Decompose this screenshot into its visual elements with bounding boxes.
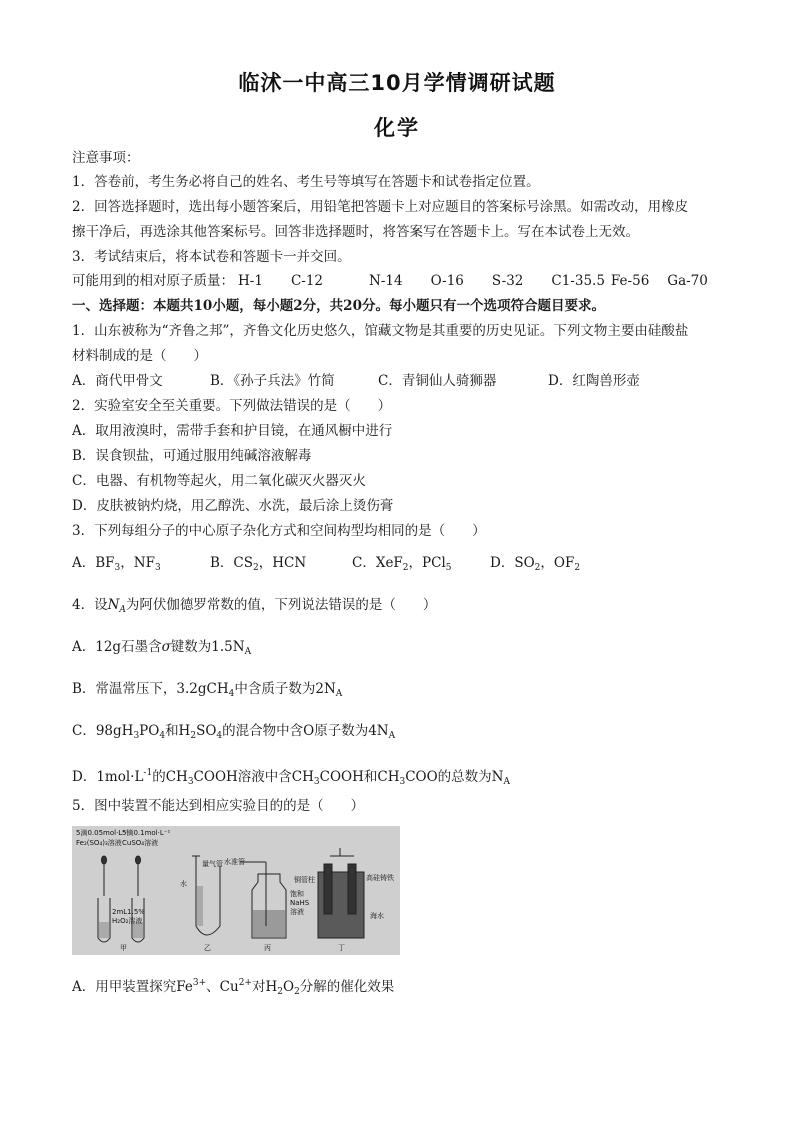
mass-o: O-16 (430, 273, 464, 289)
label-cu-solution: CuSO₄溶液 (122, 839, 159, 847)
apparatus-jia (98, 856, 144, 942)
label-bing: 丙 (264, 944, 271, 952)
section-1-heading: 一、选择题：本题共10小题，每小题2分，共20分。每小题只有一个选项符合题目要求。 (72, 298, 605, 314)
q4-stem: 4．设$N_A$为阿伏伽德罗常数的值，下列说法错误的是（ ） (72, 597, 437, 615)
atomic-masses (72, 272, 732, 290)
q2-stem: 2．实验室安全至关重要。下列做法错误的是（ ） (72, 398, 392, 414)
q2-option-d: D．皮肤被钠灼烧，用乙醇洗、水洗，最后涂上烫伤膏 (72, 498, 394, 514)
label-nahs-a: 饱和 (290, 890, 304, 898)
label-fe-solution: Fe₂(SO₄)₃溶液 (76, 839, 122, 847)
q1-option-d: D．红陶兽形壶 (548, 373, 640, 389)
q4-option-a: A．12g石墨含σ键数为$1.5N_A$ (72, 639, 252, 657)
subject-title: 化学 (374, 116, 420, 140)
q3-stem: 3．下列每组分子的中心原子杂化方式和空间构型均相同的是（ ） (72, 523, 486, 539)
label-nahs-c: 溶液 (290, 908, 304, 916)
label-seawater: 海水 (370, 912, 384, 920)
mass-cl: C1-35.5 (551, 273, 605, 289)
apparatus-figure (72, 826, 400, 955)
label-copper: 铜管柱 (294, 876, 315, 884)
notes-item-2a: 2．回答选择题时，选出每小题答案后，用铅笔把答题卡上对应题目的答案标号涂黑。如需改动，用橡皮 (72, 199, 689, 215)
mass-c: C-12 (290, 273, 324, 289)
apparatus-ding (318, 848, 364, 938)
label-yi: 乙 (204, 944, 211, 952)
notes-item-2b: 擦干净后，再选涂其他答案标号。回答非选择题时，将答案写在答题卡上。写在本试卷上无效。 (72, 224, 639, 240)
q4-option-b: B．常温常压下，3.2gCH$_4$中含质子数为$2N_A$ (72, 681, 343, 699)
label-water-tube: 水准管 (224, 858, 245, 866)
q1-stem-b: 材料制成的是（ ） (72, 348, 207, 364)
q5-stem: 5．图中装置不能达到相应实验目的的是（ ） (72, 798, 365, 814)
apparatus-drawing (72, 826, 400, 955)
page-title: 临沭一中高三10月学情调研试题 (238, 71, 556, 95)
q2-option-b: B．误食钡盐，可通过服用纯碱溶液解毒 (72, 448, 312, 464)
notes-heading: 注意事项： (72, 150, 140, 166)
label-iron: 高硅铸铁 (366, 874, 394, 882)
q5-option-a: A．用甲装置探究$Fe^{3+}$、$Cu^{2+}$对$H_2O_2$分解的催化效果 (72, 978, 395, 997)
label-nahs-b: NaHS (290, 899, 310, 907)
label-fe-drops: 5滴0.05mol·L⁻¹ (76, 829, 129, 837)
q4-option-d: D．$1mol\cdot L^{-1}$的$CH_3COOH$溶液中含$CH_3COOH$和$CH_3COO$的总数为$N_A$ (72, 768, 510, 787)
exam-page: 临沭一中高三10月学情调研试题 化学 注意事项： 1．答卷前，考生务必将自己的姓名、考生号等填写在答题卡和试卷指定位置。 2．回答选择题时，选出每小题答案后，用铅笔把答题卡上对应题目的答案标号涂黑。如需改动，用橡皮 擦干净后，再选涂其他答案标号。回答非选择题时，将答案写在答题卡上。写在本试卷上无效。 3．考试结束后，将本试卷和答题卡一并交回。 可能用到的相对原子质量： H-1 C-12 N-14 O-16 S-32 C1-35.5 Fe-56 Ga-70 一、选择题：本题共10小题，每小题2分，共20分。每小题只有一个选项符合题目要求。 1．山东被称为“齐鲁之邦”，齐鲁文化历史悠久，馆藏文物是其重要的历史见证。下列文物主要由硅酸盐 材料制成的是（ ） A．商代甲骨文 B．《孙子兵法》竹简 C．青铜仙人骑狮器 D．红陶兽形壶 2．实验室安全至关重要。下列做法错误的是（ ） A．取用液溴时，需带手套和护目镜，在通风橱中进行 B．误食钡盐，可通过服用纯碱溶液解毒 C．电器、有机物等起火，用二氧化碳灭火器灭火 D．皮肤被钠灼烧，用乙醇洗、水洗，最后涂上烫伤膏 3．下列每组分子的中心原子杂化方式和空间构型均相同的是（ ） A．$BF_3$，$NF_3$ B．$CS_2$，HCN C．XeF$_2$，PCl$_5$ D．$SO_2$，$OF_2$ 4．设$N_A$为阿伏伽德罗常数的值，下列说法错误的是（ ） A．12g石墨含σ键数为$1.5N_A$ B．常温常压下，3.2gCH$_4$中含质子数为$2N_A$ C．$98gH_3PO_4$和$H_2SO_4$的混合物中含O原子数为$4N_A$ D．$1mol\cdot L^{-1}$的$CH_3COOH$溶液中含$CH_3COOH$和$CH_3COO$的总数为$N_A$ 5．图中装置不能达到相应实验目的的是（ ） 5滴0.05mol·L⁻¹ Fe₂(SO₄)₃溶液 5滴0.1mol·L⁻¹ CuSO₄溶液 2mL1.5% H₂O₂溶液 甲 水 量气管 水准管 乙 饱和 NaHS 溶液 丙 铜管柱 高硅铸铁 海水 丁 A．用甲装置探究$Fe^{3+}$、$Cu^{2+}$对$H_2O_2$分解的催化效果 (0, 0, 794, 1123)
q2-option-a: A．取用液溴时，需带手套和护目镜，在通风橱中进行 (72, 423, 393, 439)
label-water: 水 (180, 880, 187, 888)
apparatus-bing (240, 862, 286, 938)
q4-option-c: C．$98gH_3PO_4$和$H_2SO_4$的混合物中含O原子数为$4N_A$ (72, 723, 396, 741)
q1-option-b: B．《孙子兵法》竹简 (210, 373, 335, 389)
label-ding: 丁 (338, 944, 345, 952)
label-cu-drops: 5滴0.1mol·L⁻¹ (122, 829, 171, 837)
mass-fe: Fe-56 (610, 273, 650, 289)
q1-option-c: C．青铜仙人骑狮器 (378, 373, 497, 389)
mass-ga: Ga-70 (667, 273, 708, 289)
mass-h: H-1 (238, 273, 263, 289)
q2-option-c: C．电器、有机物等起火，用二氧化碳灭火器灭火 (72, 473, 366, 489)
mass-n: N-14 (369, 273, 403, 289)
notes-item-3: 3．考试结束后，将本试卷和答题卡一并交回。 (72, 249, 351, 265)
label-gas-tube: 量气管 (202, 860, 223, 868)
label-h2o2-a: 2mL1.5% (112, 908, 145, 916)
mass-s: S-32 (491, 273, 524, 289)
notes-item-1: 1．答卷前，考生务必将自己的姓名、考生号等填写在答题卡和试卷指定位置。 (72, 174, 540, 190)
label-h2o2-b: H₂O₂溶液 (112, 917, 143, 925)
q1-stem-a: 1．山东被称为“齐鲁之邦”，齐鲁文化历史悠久，馆藏文物是其重要的历史见证。下列文物主要由硅酸盐 (72, 323, 689, 339)
label-jia: 甲 (120, 944, 127, 952)
q1-option-a: A．商代甲骨文 (72, 373, 163, 389)
mass-label: 可能用到的相对原子质量： (72, 273, 234, 289)
